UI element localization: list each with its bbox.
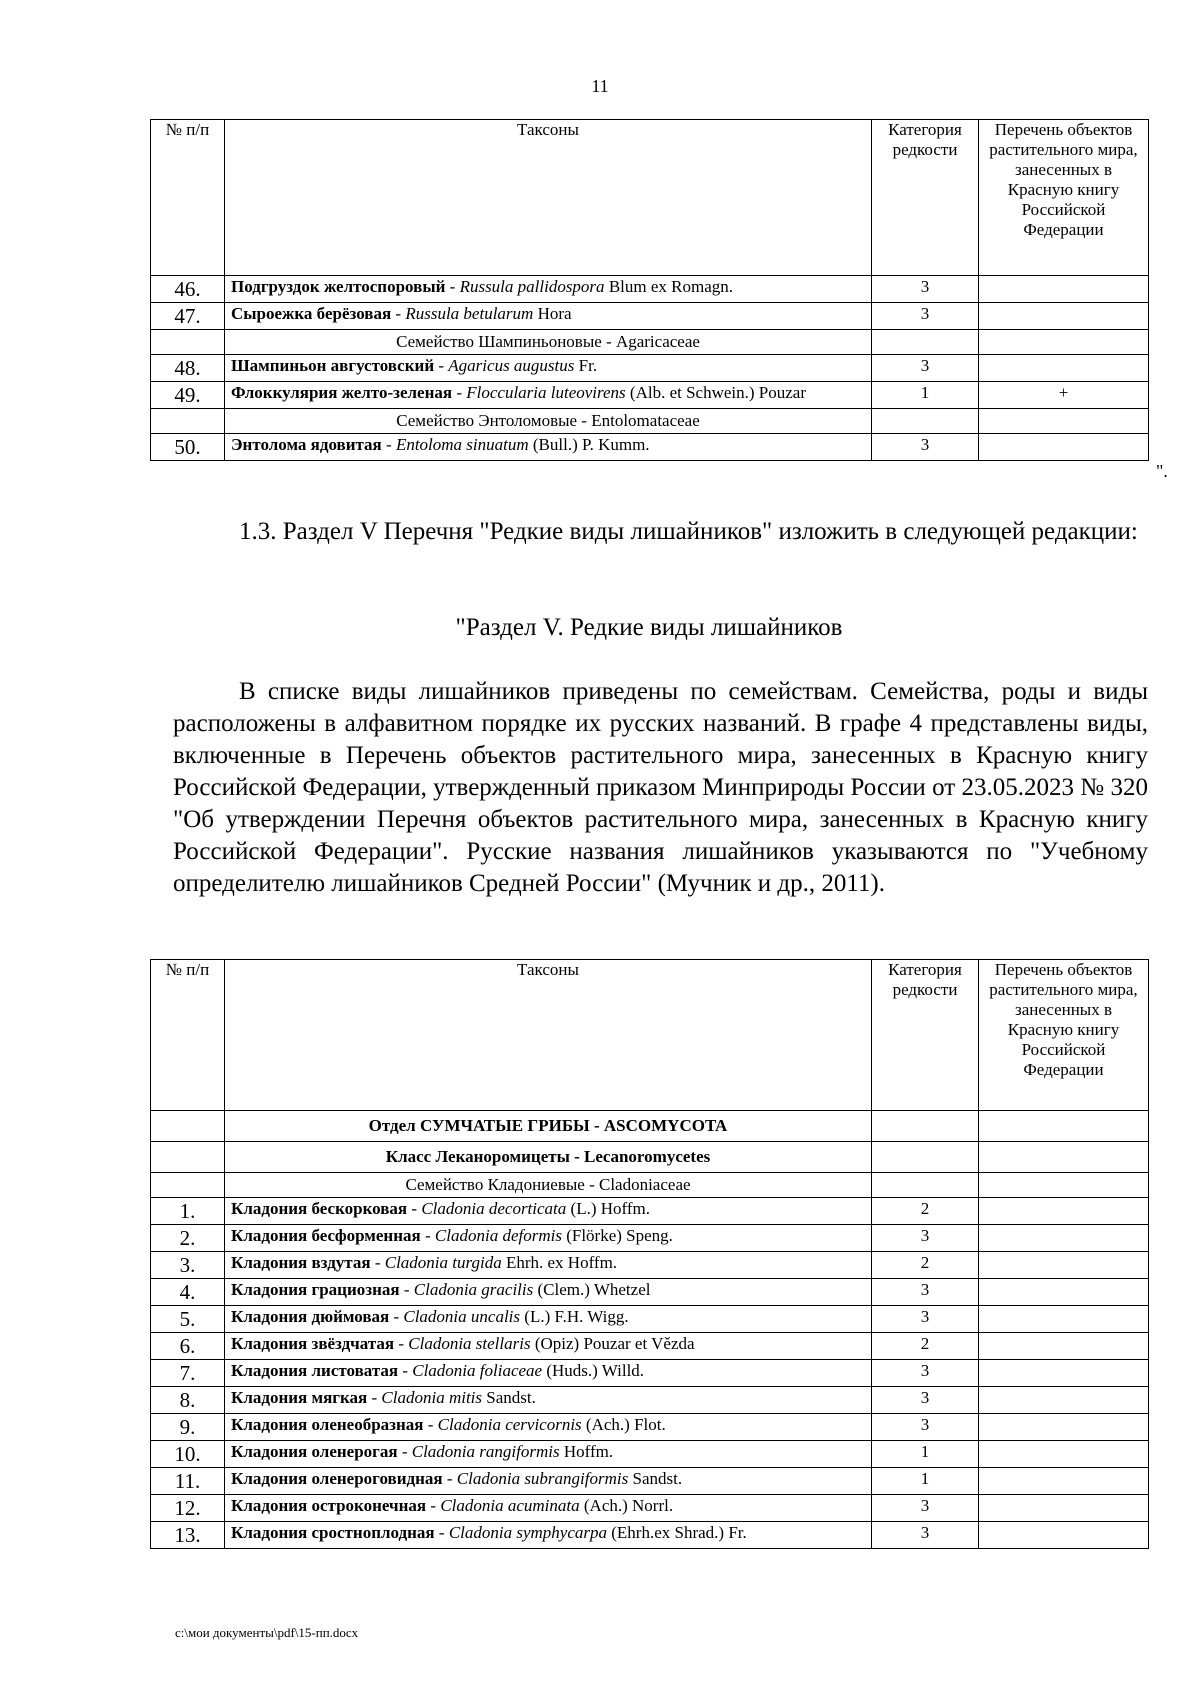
row-number: 12. [151,1495,225,1522]
rarity-category: 2 [872,1198,979,1225]
taxon-latin-name: Cladonia turgida [384,1253,502,1272]
taxon-name [225,1279,872,1306]
rf-list-empty [979,409,1149,434]
taxon-russian-name: Кладония листоватая [231,1361,399,1380]
header-num: № п/п [151,960,225,1111]
taxon-row [151,355,1149,382]
taxon-separator: - [426,1496,441,1515]
taxon-russian-name: Шампиньон августовский [231,356,435,375]
taxon-separator: - [434,1523,449,1542]
taxon-separator: - [445,277,460,296]
rarity-category: 3 [872,1387,979,1414]
taxon-separator: - [434,356,449,375]
taxon-author: (Opiz) Pouzar et Vězda [530,1334,695,1353]
taxon-russian-name: Кладония вздутая [231,1253,371,1272]
taxon-name [225,382,872,409]
taxon-russian-name: Кладония бесформенная [231,1226,421,1245]
taxon-russian-name: Кладония оленерогая [231,1442,398,1461]
rarity-category: 3 [872,355,979,382]
taxon-name [225,1441,872,1468]
taxon-row [151,1306,1149,1333]
taxon-separator: - [420,1226,435,1245]
taxon-separator: - [442,1469,457,1488]
taxon-latin-name: Cladonia deformis [434,1226,562,1245]
taxon-name [225,1333,872,1360]
group-row [151,330,1149,355]
taxon-latin-name: Cladonia decorticata [421,1199,567,1218]
taxon-russian-name: Флоккулярия желто-зеленая [231,383,453,402]
table-body [151,120,1149,461]
taxon-russian-name: Кладония остроконечная [231,1496,427,1515]
taxon-author: Sandst. [628,1469,683,1488]
row-number: 3. [151,1252,225,1279]
taxon-name [225,1198,872,1225]
taxon-row [151,303,1149,330]
group-row [151,1173,1149,1198]
taxon-row [151,1387,1149,1414]
row-number: 13. [151,1522,225,1549]
rarity-category: 2 [872,1252,979,1279]
taxon-separator: - [367,1388,382,1407]
rarity-category: 2 [872,1333,979,1360]
taxon-latin-name: Russula betularum [405,304,534,323]
taxon-latin-name: Cladonia gracilis [413,1280,534,1299]
row-number: 48. [151,355,225,382]
taxon-row [151,1495,1149,1522]
table-header-row [151,120,1149,276]
taxon-row [151,1225,1149,1252]
row-number: 1. [151,1198,225,1225]
row-number: 7. [151,1360,225,1387]
rarity-category: 1 [872,1441,979,1468]
rf-red-book-mark [979,1387,1149,1414]
taxon-author: Fr. [574,356,598,375]
header-rf-list: Перечень объектов растительного мира, занесенных в Красную книгу Российской Федерации [979,960,1149,1111]
category-empty [872,1142,979,1173]
taxon-latin-name: Cladonia acuminata [440,1496,580,1515]
taxon-row [151,1468,1149,1495]
rarity-category: 1 [872,1468,979,1495]
taxon-russian-name: Сыроежка берёзовая [231,304,392,323]
taxon-separator: - [394,1334,409,1353]
taxon-name [225,1522,872,1549]
rf-red-book-mark [979,1441,1149,1468]
rf-red-book-mark [979,355,1149,382]
footer-file-path: c:\мои документы\pdf\15-пп.docx [175,1625,359,1640]
taxon-row [151,1333,1149,1360]
taxon-name [225,1306,872,1333]
taxon-latin-name: Entoloma sinuatum [395,435,529,454]
row-number: 6. [151,1333,225,1360]
taxon-author: Hora [533,304,572,323]
taxon-row [151,382,1149,409]
row-number: 10. [151,1441,225,1468]
group-label: Класс Леканоромицеты - Lecanoromycetes [225,1142,872,1173]
rarity-category: 3 [872,1495,979,1522]
category-empty [872,1111,979,1142]
rarity-category: 3 [872,276,979,303]
taxon-author: (Ach.) Norrl. [579,1496,674,1515]
taxon-name [225,1225,872,1252]
taxon-row [151,1279,1149,1306]
rarity-category: 3 [872,1225,979,1252]
rf-red-book-mark [979,1252,1149,1279]
taxon-latin-name: Cladonia rangiformis [411,1442,560,1461]
row-num-empty [151,1111,225,1142]
rf-red-book-mark [979,276,1149,303]
taxon-latin-name: Agaricus augustus [448,356,575,375]
rf-red-book-mark [979,1360,1149,1387]
taxon-latin-name: Floccularia luteovirens [466,383,626,402]
taxon-separator: - [399,1280,414,1299]
row-num-empty [151,409,225,434]
taxon-separator: - [391,304,406,323]
rf-red-book-mark [979,1495,1149,1522]
taxon-author: (L.) F.H. Wigg. [520,1307,629,1326]
taxon-russian-name: Подгруздок желтоспоровый [231,277,446,296]
taxon-row [151,276,1149,303]
rarity-category: 3 [872,1279,979,1306]
taxon-separator: - [407,1199,422,1218]
row-number: 49. [151,382,225,409]
taxon-separator: - [398,1361,413,1380]
taxon-name [225,276,872,303]
rf-red-book-mark [979,1468,1149,1495]
taxon-author: Ehrh. ex Hoffm. [501,1253,618,1272]
taxon-separator: - [370,1253,385,1272]
rf-red-book-mark [979,1414,1149,1441]
rarity-category: 3 [872,303,979,330]
row-number: 4. [151,1279,225,1306]
rf-red-book-mark [979,1279,1149,1306]
taxon-author: (Bull.) P. Kumm. [528,435,650,454]
taxon-latin-name: Cladonia symphycarpa [448,1523,607,1542]
rf-red-book-mark [979,1198,1149,1225]
taxon-separator: - [389,1307,404,1326]
taxon-name [225,1414,872,1441]
taxon-name [225,1495,872,1522]
group-label: Семейство Энтоломовые - Entolomataceae [225,409,872,434]
taxon-name [225,1468,872,1495]
taxon-russian-name: Кладония грациозная [231,1280,400,1299]
rf-list-empty [979,1173,1149,1198]
taxon-name [225,1387,872,1414]
header-category: Категория редкости [872,120,979,276]
taxon-row [151,1252,1149,1279]
rf-list-empty [979,330,1149,355]
taxon-russian-name: Кладония оленероговидная [231,1469,443,1488]
taxon-author: Sandst. [482,1388,536,1407]
taxon-separator: - [381,435,396,454]
header-rf-list: Перечень объектов растительного мира, занесенных в Красную книгу Российской Федерации [979,120,1149,276]
group-label: Семейство Кладониевые - Cladoniaceae [225,1173,872,1198]
taxon-author: (Ach.) Flot. [581,1415,666,1434]
rf-red-book-mark [979,1333,1149,1360]
taxon-russian-name: Кладония мягкая [231,1388,368,1407]
taxon-russian-name: Энтолома ядовитая [231,435,382,454]
taxon-name [225,355,872,382]
header-taxa: Таксоны [225,120,872,276]
taxon-separator: - [452,383,467,402]
taxa-table-fungi [150,119,1149,461]
taxon-author: (Huds.) Willd. [542,1361,645,1380]
taxon-latin-name: Russula pallidospora [459,277,605,296]
taxon-separator: - [397,1442,412,1461]
taxon-latin-name: Cladonia stellaris [408,1334,531,1353]
row-num-empty [151,1173,225,1198]
row-num-empty [151,1142,225,1173]
category-empty [872,330,979,355]
rf-list-empty [979,1111,1149,1142]
group-label: Отдел СУМЧАТЫЕ ГРИБЫ - ASCOMYCOTA [225,1111,872,1142]
taxon-author: (Ehrh.ex Shrad.) Fr. [607,1523,747,1542]
page-number: 11 [591,76,609,96]
taxon-row [151,1360,1149,1387]
taxon-russian-name: Кладония сростноплодная [231,1523,435,1542]
closing-quote: ". [1156,461,1168,481]
taxon-russian-name: Кладония дюймовая [231,1307,390,1326]
group-label: Семейство Шампиньоновые - Agaricaceae [225,330,872,355]
taxon-separator: - [423,1415,438,1434]
rarity-category: 3 [872,1522,979,1549]
rarity-category: 3 [872,1306,979,1333]
row-number: 11. [151,1468,225,1495]
group-row [151,1142,1149,1173]
rf-red-book-mark [979,303,1149,330]
taxon-name [225,1252,872,1279]
taxon-russian-name: Кладония бескорковая [231,1199,408,1218]
taxon-latin-name: Cladonia foliaceae [412,1361,543,1380]
taxon-author: (Clem.) Whetzel [533,1280,651,1299]
taxon-row [151,1198,1149,1225]
taxon-latin-name: Cladonia uncalis [403,1307,521,1326]
row-number: 5. [151,1306,225,1333]
taxon-row [151,1441,1149,1468]
row-number: 2. [151,1225,225,1252]
header-category: Категория редкости [872,960,979,1111]
rarity-category: 3 [872,1360,979,1387]
table-header-row [151,960,1149,1111]
row-number: 8. [151,1387,225,1414]
taxon-author: Hoffm. [559,1442,614,1461]
taxon-author: (Alb. et Schwein.) Pouzar [625,383,807,402]
rf-red-book-mark: + [979,382,1149,409]
table-body [151,960,1149,1549]
category-empty [872,409,979,434]
header-taxa: Таксоны [225,960,872,1111]
section-heading: "Раздел V. Редкие виды лишайников [455,614,843,641]
row-number: 47. [151,303,225,330]
taxon-row [151,1414,1149,1441]
header-num: № п/п [151,120,225,276]
taxon-name [225,1360,872,1387]
group-row [151,409,1149,434]
taxon-name [225,434,872,461]
group-row [151,1111,1149,1142]
intro-paragraph: В списке виды лишайников приведены по семействам. Семейства, роды и виды расположены в алфавитном порядке их русских названий. В графе 4 представлены виды, включенные в Перечень объектов растительного мира, занесенных в Красную книгу Российской Федерации, утвержденный приказом Минприроды России от 23.05.2023 № 320 "Об утверждении Перечня объектов растительного мира, занесенных в Красную книгу Российской Федерации". Русские названия лишайников указываются по "Учебному определителю лишайников Средней России" (Мучник и др., 2011). [173,678,1148,897]
rf-red-book-mark [979,434,1149,461]
taxon-latin-name: Cladonia subrangiformis [456,1469,629,1488]
row-number: 50. [151,434,225,461]
rarity-category: 3 [872,1414,979,1441]
taxon-russian-name: Кладония звёздчатая [231,1334,395,1353]
taxon-author: (Flörke) Speng. [561,1226,673,1245]
row-number: 9. [151,1414,225,1441]
rarity-category: 3 [872,434,979,461]
rf-red-book-mark [979,1306,1149,1333]
row-number: 46. [151,276,225,303]
taxa-table-lichens [150,959,1149,1549]
rf-red-book-mark [979,1225,1149,1252]
taxon-row [151,1522,1149,1549]
taxon-latin-name: Cladonia cervicornis [437,1415,582,1434]
taxon-russian-name: Кладония оленеобразная [231,1415,424,1434]
rf-red-book-mark [979,1522,1149,1549]
taxon-latin-name: Cladonia mitis [381,1388,483,1407]
category-empty [872,1173,979,1198]
taxon-row [151,434,1149,461]
rarity-category: 1 [872,382,979,409]
row-num-empty [151,330,225,355]
taxon-author: (L.) Hoffm. [566,1199,651,1218]
amendment-paragraph: 1.3. Раздел V Перечня "Редкие виды лишайников" изложить в следующей редакции: [239,518,1138,545]
taxon-name [225,303,872,330]
taxon-author: Blum ex Romagn. [604,277,734,296]
rf-list-empty [979,1142,1149,1173]
